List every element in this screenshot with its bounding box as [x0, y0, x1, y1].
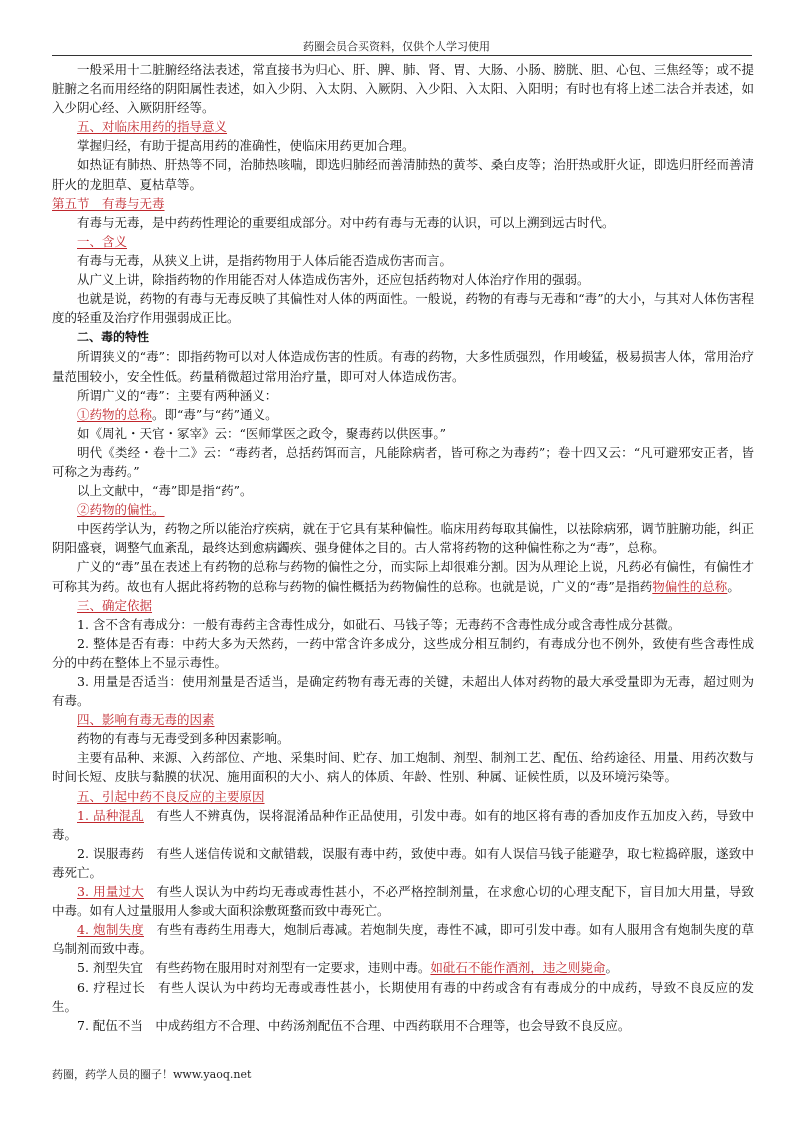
meaning-2-label: ②药物的偏性。	[77, 502, 165, 518]
page-footer: 药圈，药学人员的圈子！www.yaoq.net	[52, 1068, 252, 1081]
paragraph: 也就是说，药物的有毒与无毒反映了其偏性对人体的两面性。一般说，药物的有毒与无毒和“毒”的大小，与其对人体伤害程度的轻重及治疗作用强弱成正比。	[52, 291, 754, 326]
paragraph: 掌握归经，有助于提高用药的准确性，使临床用药更加合理。	[77, 138, 415, 154]
document-body	[52, 60, 754, 1035]
paragraph	[52, 500, 754, 519]
paragraph: 从广义上讲，除指药物的作用能否对人体造成伤害外，还应包括药物对人体治疗作用的强弱。	[77, 272, 590, 288]
paragraph: 如热证有肺热、肝热等不同，治肺热咳喘，即选归肺经而善清肺热的黄芩、桑白皮等；治肝热或肝火证，即选归肝经而善清肝火的龙胆草、夏枯草等。	[52, 157, 754, 192]
paragraph: ①药物的总称。即“毒”与“药”通义。	[77, 406, 278, 422]
section-heading: 一、含义	[77, 233, 128, 249]
paragraph: 3. 用量是否适当：使用剂量是否适当，是确定药物有毒无毒的关键，未超出人体对药物的最大承受量即为无毒，超过则为有毒。	[52, 674, 754, 709]
paragraph: 有毒与无毒，是中药药性理论的重要组成部分。对中药有毒与无毒的认识，可以上溯到远古时代。	[77, 214, 615, 230]
section-heading: 五、引起中药不良反应的主要原因	[77, 788, 265, 804]
list-item: 2. 误服毒药 有些人迷信传说和文献错载，误服有毒中药，致使中毒。如有人误信马钱子能避孕，取七粒捣碎服，遂致中毒死亡。	[52, 845, 754, 880]
chapter-title: 第五节 有毒与无毒	[52, 195, 165, 211]
paragraph: 以上文献中，“毒”即是指“药”。	[77, 483, 253, 499]
list-item: 5. 剂型失宜 有些药物在服用时对剂型有一定要求，违则中毒。如砒石不能作酒剂，违之则毙命。	[77, 960, 618, 976]
paragraph: 明代《类经・卷十二》云：“毒药者，总括药饵而言，凡能除病者，皆可称之为毒药”；卷十四又云：“凡可避邪安正者，皆可称之为毒药。”	[52, 444, 754, 479]
paragraph: 中医药学认为，药物之所以能治疗疾病，就在于它具有某种偏性。临床用药每取其偏性，以祛除病邪，调节脏腑功能，纠正阴阳盛衰，调整气血紊乱，最终达到愈病蠲疾、强身健体之目的。古人常将药物的这种偏性称之为“毒”，总称。	[52, 521, 754, 556]
paragraph: 有毒与无毒，从狭义上讲，是指药物用于人体后能否造成伤害而言。	[77, 252, 453, 268]
section-heading: 二、毒的特性	[77, 330, 150, 345]
paragraph: 药物的有毒与无毒受到多种因素影响。	[77, 731, 290, 747]
paragraph: 一般采用十二脏腑经络法表述，常直接书为归心、肝、脾、肺、肾、胃、大肠、小肠、膀胱、胆、心包、三焦经等；或不提脏腑之名而用经络的阴阳属性表述，如入少阴、入太阴、入厥阴、入少阳、入太阳、入阳明；有时也有将上述二法合并表述，如入少阴心经、入厥阴肝经等。	[52, 62, 754, 116]
paragraph: 如《周礼・天官・冢宰》云：“医师掌医之政令，聚毒药以供医事。”	[77, 425, 447, 441]
section-heading: 三、确定依据	[77, 597, 153, 613]
paragraph: 所谓狭义的“毒”：即指药物可以对人体造成伤害的性质。有毒的药物，大多性质强烈，作用峻猛，极易损害人体，常用治疗量范围较小，安全性低。药量稍微超过常用治疗量，即可对人体造成伤害。	[52, 349, 754, 384]
section-heading: 四、影响有毒无毒的因素	[77, 712, 215, 728]
header-divider	[52, 55, 752, 56]
list-item: 6. 疗程过长 有些人误认为中药均无毒或毒性甚小，长期使用有毒的中药或含有有毒成分的中成药，导致不良反应的发生。	[52, 979, 754, 1014]
page-header: 药圈会员合买资料，仅供个人学习使用	[303, 40, 490, 53]
meaning-1-label: ①药物的总称	[77, 406, 153, 422]
paragraph: 主要有品种、来源、入药部位、产地、采集时间、贮存、加工炮制、剂型、制剂工艺、配伍、给药途径、用量、用药次数与时间长短、皮肤与黏膜的状况、施用面积的大小、病人的体质、年龄、性别、种属、证候性质，以及环境污染等。	[52, 750, 754, 785]
section-heading: 五、对临床用药的指导意义	[77, 119, 228, 135]
paragraph: 2. 整体是否有毒：中药大多为天然药，一药中常含许多成分，这些成分相互制约，有毒成分也不例外，致使有些含毒性成分的中药在整体上不显示毒性。	[52, 635, 754, 670]
paragraph: 所谓广义的“毒”：主要有两种涵义：	[77, 387, 278, 403]
paragraph: 广义的“毒”虽在表述上有药物的总称与药物的偏性之分，而实际上却很难分割。因为从理论上说，凡药必有偏性，有偏性才可称其为药。故也有人据此将药物的总称与药物的偏性概括为药物偏性的总称。也就是说，广义的“毒”是指药物偏性的总称。	[52, 559, 754, 594]
list-item: 1. 品种混乱 有些人不辨真伪，误将混淆品种作正品使用，引发中毒。如有的地区将有毒的香加皮作五加皮入药，导致中毒。	[52, 807, 754, 842]
list-item: 4. 炮制失度 有些有毒药生用毒大，炮制后毒减。若炮制失度，毒性不减，即可引发中毒。如有人服用含有炮制失度的草乌制剂而致中毒。	[52, 922, 754, 957]
list-item: 3. 用量过大 有些人误认为中药均无毒或毒性甚小，不必严格控制剂量，在求愈心切的心理支配下，盲目加大用量，导致中毒。如有人过量服用人参或大面积涂敷斑蝥而致中毒死亡。	[52, 884, 754, 919]
list-item: 7. 配伍不当 中成药组方不合理、中药汤剂配伍不合理、中西药联用不合理等，也会导致不良反应。	[77, 1017, 631, 1033]
paragraph: 1. 含不含有毒成分：一般有毒药主含毒性成分，如砒石、马钱子等；无毒药不含毒性成分或含毒性成分甚微。	[77, 616, 681, 632]
